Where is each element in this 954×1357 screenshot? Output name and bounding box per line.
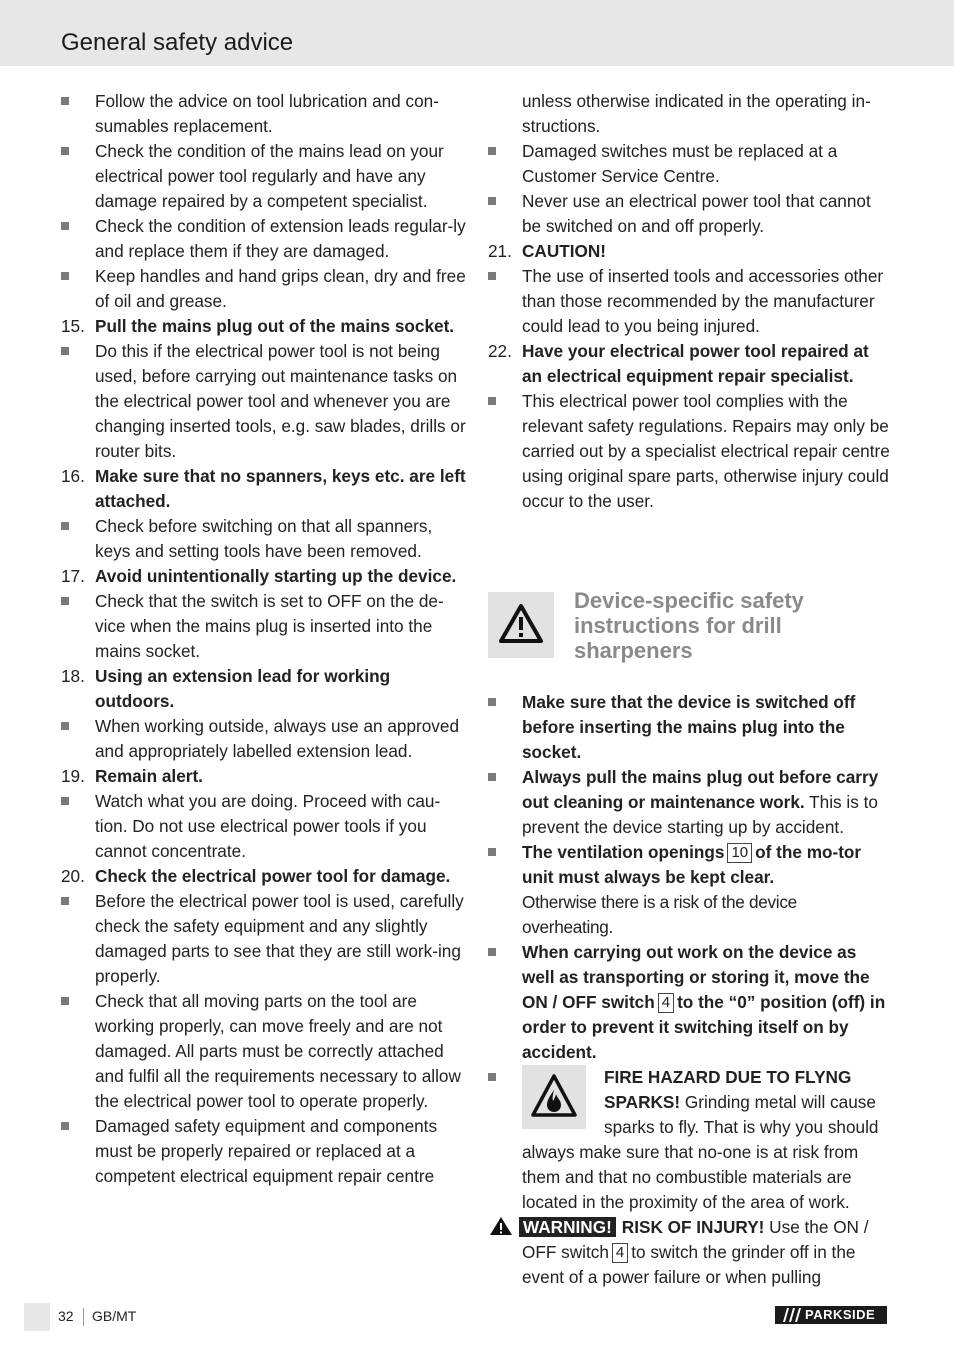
item-bold-text: of the mo-tor unit must always be kept clear.: [522, 842, 862, 887]
heading-text: Avoid unintentionally starting up the device.: [95, 566, 457, 586]
bullet-icon: [488, 698, 496, 706]
list-item: [61, 889, 466, 989]
item-bold-text: FIRE HAZARD DUE TO FLYNG SPARKS!: [604, 1067, 852, 1112]
list-item: [61, 714, 466, 764]
device-safety-list: [488, 690, 890, 1290]
part-reference: 4: [612, 1243, 628, 1263]
item-text: Grinding metal will cause sparks to fly. That is why you should always make sure that no-one is at risk from them and that no combustible materials are located in the proximity of the area of work.: [522, 1092, 879, 1212]
warning-text: Use the ON / OFF switch: [522, 1217, 869, 1262]
item-text: Never use an electrical power tool that cannot be switched on and off properly.: [522, 191, 871, 236]
list-item: [61, 989, 466, 1114]
bullet-icon: [61, 347, 69, 355]
item-bold-text: to the “0” position (off) in order to prevent it switching itself on by accident.: [522, 992, 886, 1062]
item-text: Keep handles and hand grips clean, dry and free of oil and grease.: [95, 266, 466, 311]
page-marker: [24, 1303, 50, 1331]
language-code: GB/MT: [92, 1308, 137, 1324]
numbered-heading: [61, 864, 466, 889]
bullet-icon: [61, 147, 69, 155]
heading-text: Have your electrical power tool repaired at an electrical equipment repair specialist.: [522, 341, 869, 386]
list-item: [61, 339, 466, 464]
warning-triangle-icon: [488, 592, 554, 658]
list-item: [61, 214, 466, 264]
item-text: This is to prevent the device starting up by accident.: [522, 792, 878, 837]
part-reference: 4: [658, 993, 674, 1013]
numbered-heading: [61, 664, 466, 714]
item-bold-text: The ventilation openings: [522, 842, 725, 862]
item-text: Check the condition of extension leads regular-ly and replace them if they are damaged.: [95, 216, 466, 261]
bullet-icon: [61, 97, 69, 105]
warning-text: to switch the grinder off in the event of a power failure or when pulling: [522, 1242, 856, 1287]
heading-text: Pull the mains plug out of the mains socket.: [95, 316, 455, 336]
numbered-heading: [488, 239, 890, 264]
item-text: When working outside, always use an approved and appropriately labelled extension lead.: [95, 716, 460, 761]
bullet-icon: [61, 1122, 69, 1130]
section-title: Device-specific safety instructions for drill sharpeners: [574, 588, 804, 663]
bullet-icon: [488, 197, 496, 205]
item-number: 22.: [488, 341, 512, 361]
left-column: [61, 89, 466, 1189]
list-item: [61, 139, 466, 214]
numbered-heading: [61, 764, 466, 789]
warning-label: WARNING!: [519, 1217, 616, 1237]
item-number: 15.: [61, 316, 85, 336]
bullet-icon: [61, 897, 69, 905]
list-item: [488, 264, 890, 339]
bullet-icon: [61, 522, 69, 530]
item-text: Otherwise there is a risk of the device overheating.: [522, 892, 797, 937]
item-text: Damaged safety equipment and components must be properly repaired or replaced at a competent electrical equipment repair centre: [95, 1116, 438, 1186]
list-item: [488, 189, 890, 239]
list-item: [61, 789, 466, 864]
page-number: 32: [58, 1308, 74, 1324]
list-item: [488, 940, 890, 1065]
numbered-heading: [488, 339, 890, 389]
part-reference: 10: [727, 843, 752, 863]
bullet-icon: [488, 272, 496, 280]
item-text: Do this if the electrical power tool is not being used, before carrying out maintenance tasks on the electrical power tool and whenever you are changing inserted tools, e.g. saw blades, drills or router bits.: [95, 341, 466, 461]
bullet-icon: [488, 848, 496, 856]
item-text: Check that all moving parts on the tool are working properly, can move freely and are not damaged. All parts must be correctly attached and fulfil all the requirements necessary to allow the electrical power tool to operate properly.: [95, 991, 461, 1111]
list-item: [488, 765, 890, 840]
item-text: Check before switching on that all spanners, keys and setting tools have been removed.: [95, 516, 433, 561]
small-warning-icon: [489, 1216, 513, 1236]
list-item: [488, 690, 890, 765]
warning-bold-text: RISK OF INJURY!: [621, 1217, 765, 1237]
list-item: [61, 1114, 466, 1189]
section-heading: [488, 588, 893, 663]
list-item: [488, 389, 890, 514]
warning-notice: [488, 1215, 890, 1290]
heading-text: Remain alert.: [95, 766, 203, 786]
item-text: Damaged switches must be replaced at a Customer Service Centre.: [522, 141, 838, 186]
item-text: Check that the switch is set to OFF on the de-vice when the mains plug is inserted into the mains socket.: [95, 591, 444, 661]
fire-hazard-icon: [522, 1065, 586, 1129]
list-item: [488, 1065, 890, 1215]
continuation-text: unless otherwise indicated in the operating in-structions.: [522, 91, 871, 136]
list-item: [61, 89, 466, 139]
right-column-top: [488, 89, 890, 514]
list-item: [61, 514, 466, 564]
bullet-icon: [61, 997, 69, 1005]
item-text: Watch what you are doing. Proceed with cau-tion. Do not use electrical power tools if you cannot concentrate.: [95, 791, 441, 861]
heading-text: Make sure that no spanners, keys etc. are left attached.: [95, 466, 466, 511]
bullet-icon: [61, 272, 69, 280]
bullet-icon: [61, 597, 69, 605]
footer-divider: [83, 1308, 84, 1326]
item-number: 16.: [61, 466, 85, 486]
heading-text: Check the electrical power tool for damage.: [95, 866, 451, 886]
item-text: Check the condition of the mains lead on your electrical power tool regularly and have any damage repaired by a competent specialist.: [95, 141, 444, 211]
list-item: [61, 264, 466, 314]
list-item: [488, 89, 890, 139]
item-text: Follow the advice on tool lubrication and con-sumables replacement.: [95, 91, 439, 136]
heading-text: Using an extension lead for working outdoors.: [95, 666, 391, 711]
item-text: This electrical power tool complies with the relevant safety regulations. Repairs may only be carried out by a specialist electrical repair centre using original spare parts, otherwise injury could occur to the user.: [522, 391, 890, 511]
bullet-icon: [488, 147, 496, 155]
item-number: 21.: [488, 241, 512, 261]
brand-name: PARKSIDE: [805, 1307, 876, 1322]
item-number: 17.: [61, 566, 85, 586]
list-item: [61, 589, 466, 664]
item-number: 19.: [61, 766, 85, 786]
list-item: [488, 139, 890, 189]
bullet-icon: [61, 222, 69, 230]
item-number: 20.: [61, 866, 85, 886]
item-bold-text: When carrying out work on the device as well as transporting or storing it, move the ON / OFF switch: [522, 942, 870, 1012]
list-item: [488, 840, 890, 940]
parkside-logo: [775, 1306, 887, 1324]
page-header: [0, 0, 954, 66]
bullet-icon: [488, 948, 496, 956]
item-number: 18.: [61, 666, 85, 686]
bullet-icon: [488, 773, 496, 781]
heading-text: CAUTION!: [522, 241, 607, 261]
numbered-heading: [61, 314, 466, 339]
bullet-icon: [61, 722, 69, 730]
item-bold-text: Make sure that the device is switched off before inserting the mains plug into the socket.: [522, 692, 856, 762]
bullet-icon: [488, 1073, 496, 1081]
bullet-icon: [61, 797, 69, 805]
numbered-heading: [61, 464, 466, 514]
bullet-icon: [488, 397, 496, 405]
numbered-heading: [61, 564, 466, 589]
item-text: Before the electrical power tool is used, carefully check the safety equipment and any slightly damaged parts to see that they are still work-ing properly.: [95, 891, 464, 986]
page-title: General safety advice: [61, 29, 294, 56]
item-text: The use of inserted tools and accessories other than those recommended by the manufacturer could lead to you being injured.: [522, 266, 884, 336]
item-bold-text: Always pull the mains plug out before carry out cleaning or maintenance work.: [522, 767, 879, 812]
